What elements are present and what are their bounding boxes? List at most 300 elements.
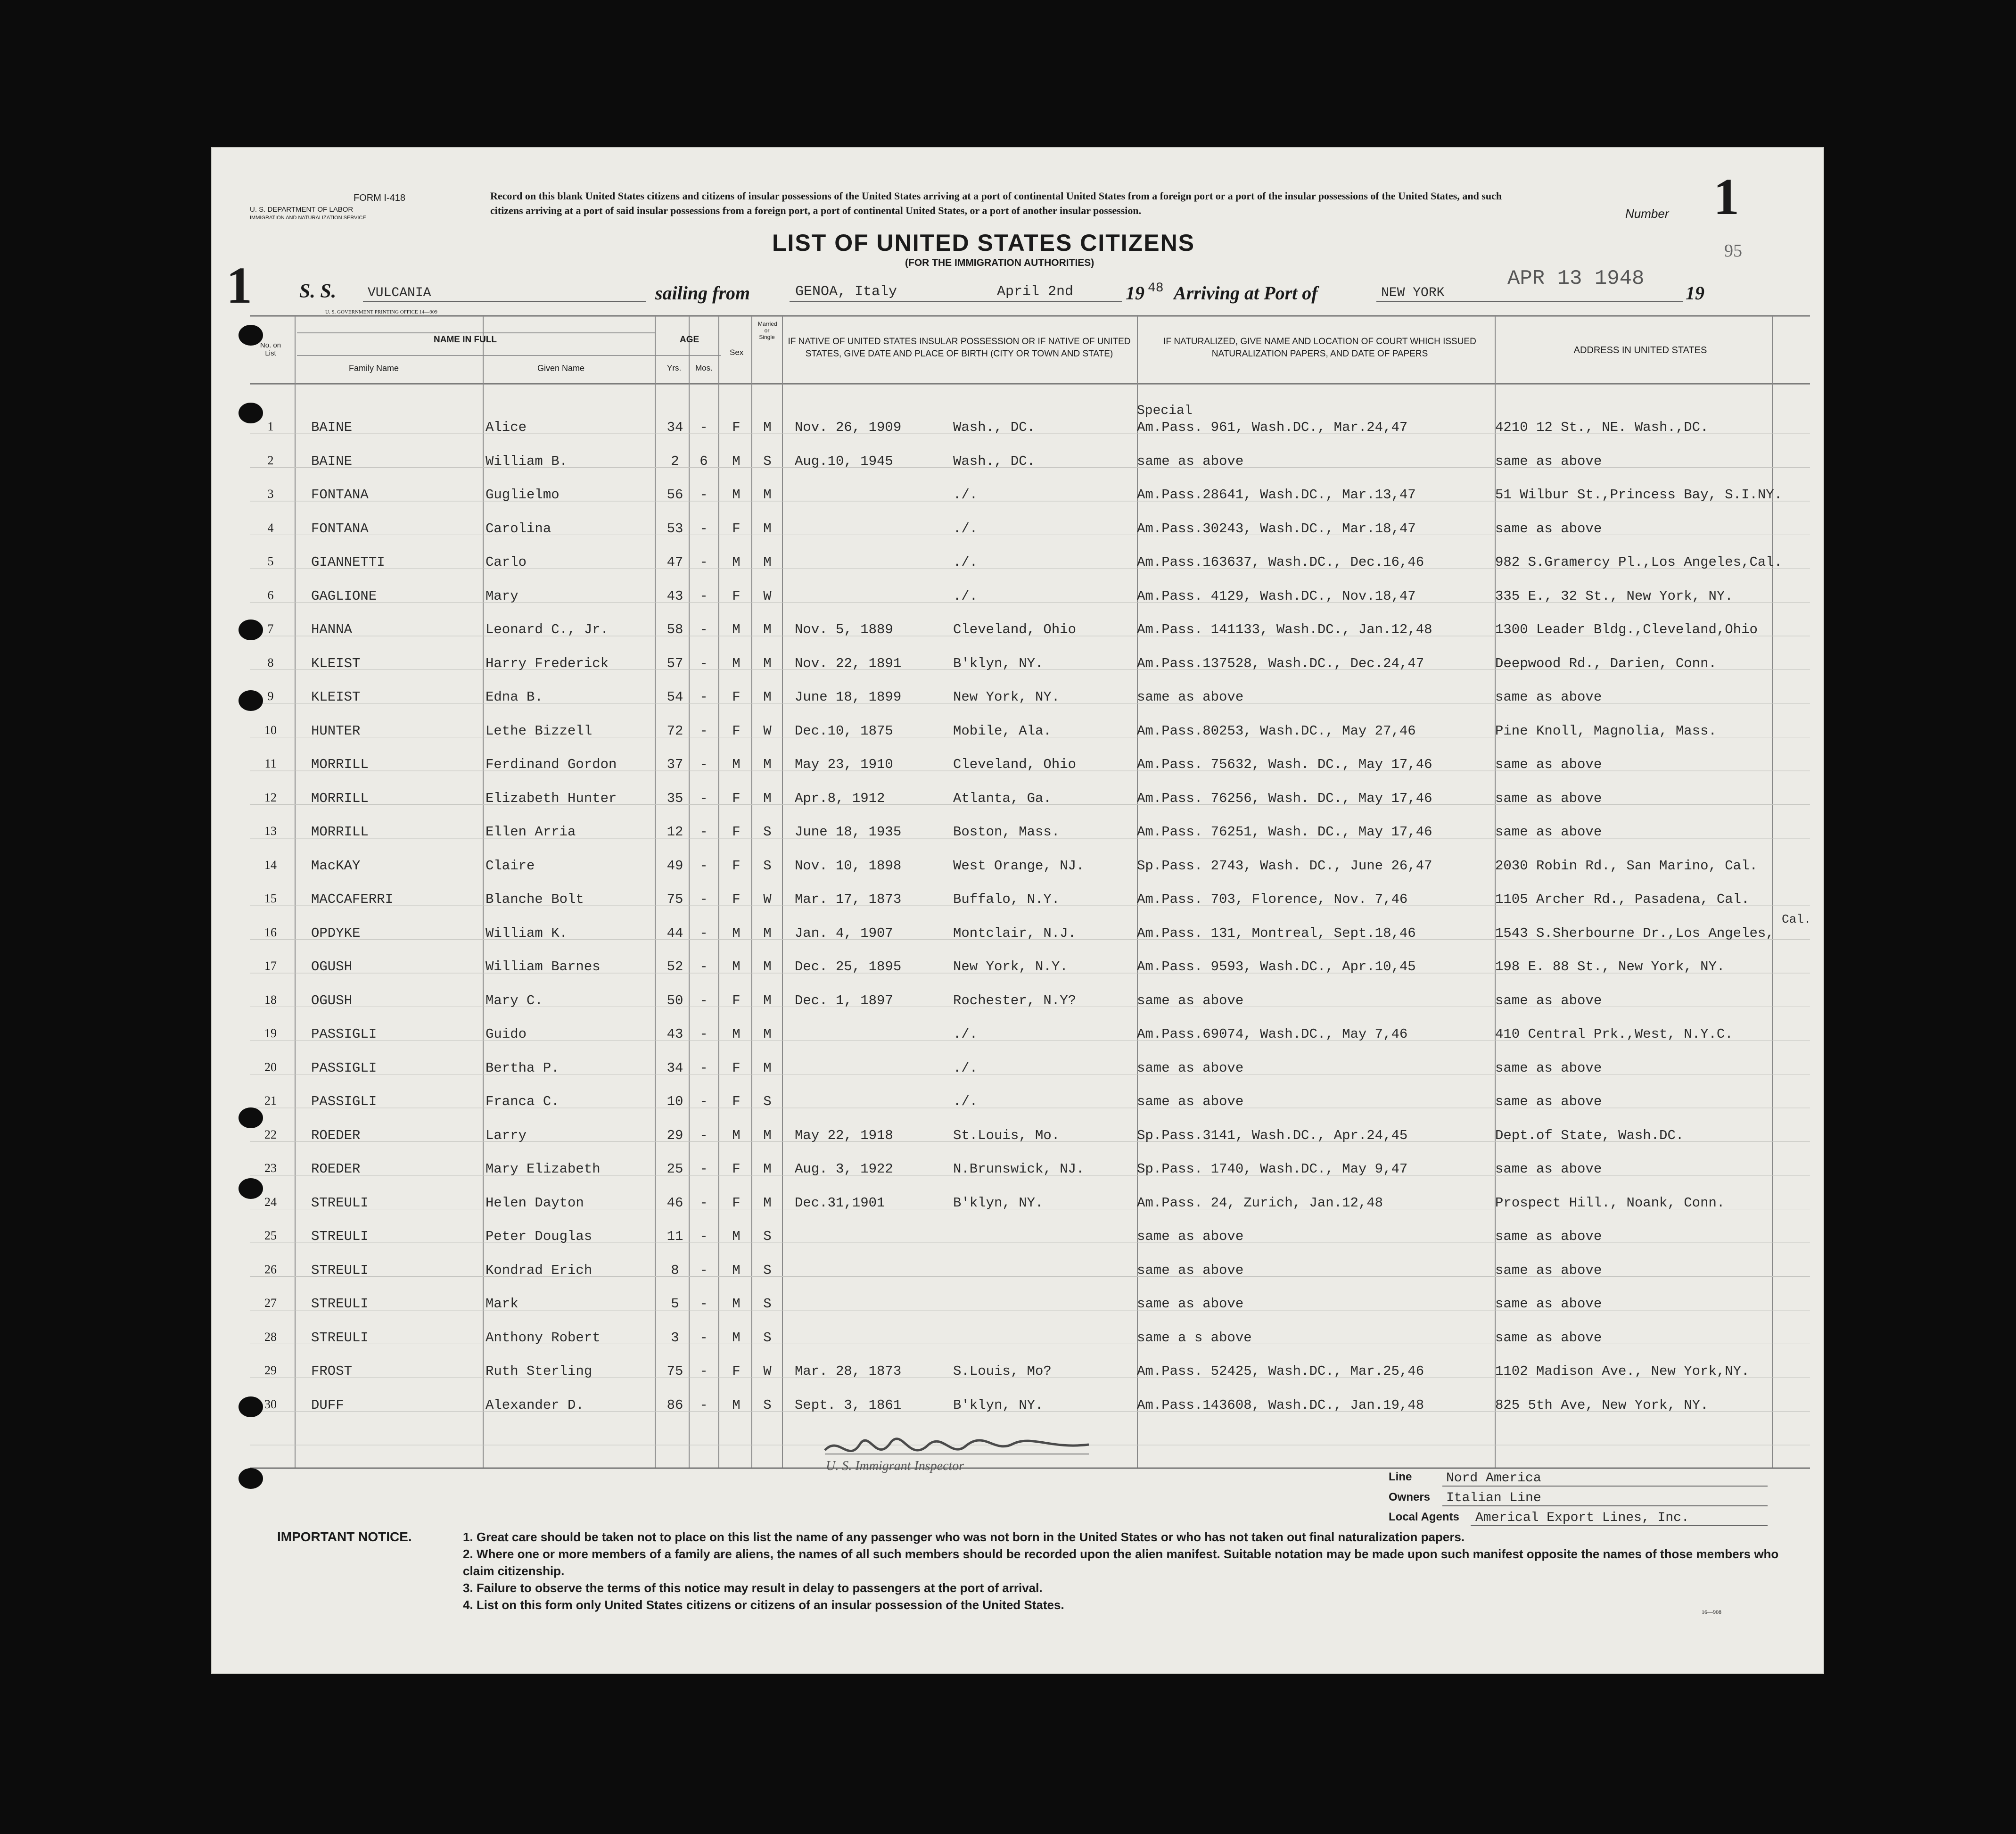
cell-nat: Am.Pass.69074, Wash.DC., May 7,46	[1137, 1026, 1408, 1042]
cell-no: 29	[264, 1363, 277, 1377]
cell-bplace: B'klyn, NY.	[953, 1195, 1044, 1211]
cell-addr: 410 Central Prk.,West, N.Y.C.	[1495, 1026, 1733, 1042]
record-instructions: Record on this blank United States citizens and citizens of insular possessions of the United States arriving at a port of continental United States from a foreign port or a port of the insular possessions of the United States, and such citizens arriving at a port of said insular possessions from a foreign port, a port of continental United States, or a port of another insular possession.	[490, 190, 1502, 216]
cell-no: 19	[264, 1026, 277, 1040]
cell-no: 8	[267, 655, 274, 669]
agents-value: Americal Export Lines, Inc.	[1475, 1511, 1689, 1525]
col-family-header: Family Name	[349, 363, 399, 373]
cell-no: 1	[267, 420, 274, 433]
cell-no: 23	[264, 1161, 277, 1175]
cell-sex: M	[732, 1229, 741, 1244]
cell-given: Elizabeth Hunter	[485, 790, 617, 806]
cell-family: OGUSH	[311, 992, 353, 1008]
cell-yrs: 29	[667, 1127, 683, 1143]
cell-addr: Dept.of State, Wash.DC.	[1495, 1127, 1684, 1143]
cell-given: Anthony Robert	[485, 1330, 601, 1346]
cell-ms: M	[763, 790, 772, 806]
cell-no: 27	[264, 1296, 277, 1310]
cell-family: ROEDER	[311, 1127, 361, 1143]
cell-nat: Am.Pass. 75632, Wash. DC., May 17,46	[1137, 757, 1432, 772]
cell-ms: M	[763, 1060, 772, 1076]
cell-nat-prefix: Special	[1137, 404, 1193, 418]
cell-sex: F	[732, 992, 741, 1008]
cell-yrs: 54	[667, 689, 683, 705]
cell-addr: 51 Wilbur St.,Princess Bay, S.I.NY.	[1495, 487, 1783, 503]
cell-nat: same as above	[1137, 1060, 1244, 1076]
cell-sex: M	[732, 655, 741, 671]
cell-no: 5	[267, 554, 274, 568]
cell-no: 13	[264, 824, 277, 838]
cell-mos: -	[699, 790, 708, 806]
cell-ms: M	[763, 1026, 772, 1042]
cell-bplace: ./.	[953, 1060, 978, 1076]
arrival-date-stamp: APR 13 1948	[1507, 267, 1645, 290]
cell-no: 2	[267, 453, 274, 467]
owners-value: Italian Line	[1446, 1491, 1541, 1505]
cell-yrs: 37	[667, 757, 683, 772]
col-given-header: Given Name	[537, 363, 585, 373]
document-title: LIST OF UNITED STATES CITIZENS	[772, 230, 1195, 256]
cell-addr: same as above	[1495, 824, 1602, 840]
cell-given: William B.	[485, 453, 568, 469]
cell-addr: 825 5th Ave, New York, NY.	[1495, 1397, 1709, 1413]
cell-bdate: Dec. 25, 1895	[795, 959, 902, 975]
cell-ms: S	[763, 824, 772, 840]
cell-bdate: Nov. 5, 1889	[795, 622, 893, 637]
cell-no: 6	[267, 588, 274, 602]
cell-mos: -	[699, 622, 708, 637]
cell-ms: M	[763, 1161, 772, 1177]
cell-mos: -	[699, 892, 708, 907]
cell-no: 9	[267, 689, 274, 703]
cell-ms: M	[763, 689, 772, 705]
list-number: 1	[1713, 168, 1739, 225]
cell-mos: -	[699, 858, 708, 874]
cell-family: STREULI	[311, 1296, 369, 1312]
cell-nat: Am.Pass. 52425, Wash.DC., Mar.25,46	[1137, 1363, 1424, 1379]
cell-family: DUFF	[311, 1397, 344, 1413]
cell-sex: M	[732, 1296, 741, 1312]
cell-bplace: B'klyn, NY.	[953, 1397, 1044, 1413]
cell-addr: same as above	[1495, 790, 1602, 806]
cell-family: BAINE	[311, 420, 353, 435]
cell-family: MORRILL	[311, 824, 369, 840]
cell-addr: same as above	[1495, 1060, 1602, 1076]
cell-addr: Pine Knoll, Magnolia, Mass.	[1495, 723, 1717, 739]
cell-bplace: B'klyn, NY.	[953, 655, 1044, 671]
cell-bdate: Mar. 17, 1873	[795, 892, 902, 907]
col-yrs-header: Yrs.	[667, 363, 682, 372]
cell-addr: 1543 S.Sherbourne Dr.,Los Angeles,	[1495, 925, 1774, 941]
cell-given: Mary Elizabeth	[485, 1161, 601, 1177]
cell-ms: M	[763, 959, 772, 975]
cell-nat: Am.Pass. 9593, Wash.DC., Apr.10,45	[1137, 959, 1416, 975]
cell-sex: M	[732, 1330, 741, 1346]
table-grid-lines	[212, 148, 1823, 1673]
cell-bplace: Wash., DC.	[953, 420, 1036, 435]
cell-given: Claire	[485, 858, 535, 874]
cell-yrs: 75	[667, 1363, 683, 1379]
cell-nat: Am.Pass.28641, Wash.DC., Mar.13,47	[1137, 487, 1416, 503]
cell-yrs: 5	[671, 1296, 679, 1312]
notice-item: 2. Where one or more members of a family are aliens, the names of all such members should be recorded upon the alien manifest. Suitable notation may be made upon such manifest opposite the names of those members who claim citizenship.	[463, 1547, 1779, 1578]
cell-given: William Barnes	[485, 959, 601, 975]
punch-hole	[239, 1468, 263, 1489]
cell-family: PASSIGLI	[311, 1026, 377, 1042]
col-married-header: Married or Single	[758, 321, 777, 340]
cell-mos: -	[699, 554, 708, 570]
cell-sex: F	[732, 858, 741, 874]
number-label: Number	[1625, 207, 1669, 221]
line-label: Line	[1389, 1471, 1412, 1483]
cell-family: STREULI	[311, 1229, 369, 1244]
cell-mos: -	[699, 1161, 708, 1177]
cell-yrs: 58	[667, 622, 683, 637]
cell-no: 21	[264, 1094, 277, 1107]
cell-addr: same as above	[1495, 1296, 1602, 1312]
cell-mos: -	[699, 1026, 708, 1042]
cell-sex: F	[732, 1094, 741, 1109]
cell-yrs: 52	[667, 959, 683, 975]
cell-family: PASSIGLI	[311, 1094, 377, 1109]
department-line: U. S. DEPARTMENT OF LABOR	[250, 206, 354, 214]
cell-nat: Am.Pass. 703, Florence, Nov. 7,46	[1137, 892, 1408, 907]
cell-no: 24	[264, 1195, 277, 1209]
cell-no: 16	[264, 925, 277, 939]
cell-nat: same as above	[1137, 1094, 1244, 1109]
cell-addr-extra: Cal.	[1782, 912, 1811, 926]
cell-ms: M	[763, 925, 772, 941]
cell-ms: M	[763, 622, 772, 637]
col-birth-header: IF NATIVE OF UNITED STATES INSULAR POSSESSION OR IF NATIVE OF UNITED STATES, GIVE DATE AND PLACE OF BIRTH (CITY OR TOWN AND STATE)	[788, 337, 1131, 359]
cell-nat: same a s above	[1137, 1330, 1252, 1346]
ship-name: VULCANIA	[368, 286, 431, 300]
cell-nat: Sp.Pass. 2743, Wash. DC., June 26,47	[1137, 858, 1432, 874]
cell-sex: M	[732, 959, 741, 975]
cell-yrs: 3	[671, 1330, 679, 1346]
col-sex-header: Sex	[730, 348, 744, 357]
cell-nat: Am.Pass. 961, Wash.DC., Mar.24,47	[1137, 420, 1408, 435]
corner-number: 95	[1724, 241, 1742, 261]
cell-family: GIANNETTI	[311, 554, 385, 570]
cell-nat: same as above	[1137, 453, 1244, 469]
cell-addr: Prospect Hill., Noank, Conn.	[1495, 1195, 1725, 1211]
cell-mos: -	[699, 1363, 708, 1379]
cell-bplace: ./.	[953, 1026, 978, 1042]
document-subtitle: (FOR THE IMMIGRATION AUTHORITIES)	[905, 257, 1094, 268]
cell-mos: -	[699, 1262, 708, 1278]
cell-sex: F	[732, 420, 741, 435]
cell-no: 4	[267, 520, 274, 535]
cell-ms: W	[763, 723, 772, 739]
cell-bplace: West Orange, NJ.	[953, 858, 1085, 874]
cell-given: Ellen Arria	[485, 824, 576, 840]
cell-given: Guido	[485, 1026, 527, 1042]
cell-bplace: ./.	[953, 487, 978, 503]
cell-nat: Am.Pass.137528, Wash.DC., Dec.24,47	[1137, 655, 1424, 671]
col-naturalized-header: IF NATURALIZED, GIVE NAME AND LOCATION OF COURT WHICH ISSUED NATURALIZATION PAPERS, AND DATE OF PAPERS	[1163, 337, 1476, 359]
cell-bplace: Cleveland, Ohio	[953, 757, 1077, 772]
cell-mos: -	[699, 1127, 708, 1143]
cell-bdate: May 22, 1918	[795, 1127, 893, 1143]
cell-sex: M	[732, 554, 741, 570]
cell-sex: F	[732, 1060, 741, 1076]
corner-code: 16—908	[1702, 1609, 1721, 1615]
cell-given: Blanche Bolt	[485, 892, 584, 907]
cell-mos: -	[699, 959, 708, 975]
cell-addr: same as above	[1495, 1094, 1602, 1109]
cell-ms: M	[763, 1195, 772, 1211]
cell-addr: 335 E., 32 St., New York, NY.	[1495, 588, 1733, 604]
cell-mos: -	[699, 1229, 708, 1244]
cell-bplace: ./.	[953, 1094, 978, 1109]
cell-bplace: New York, NY.	[953, 689, 1060, 705]
cell-nat: same as above	[1137, 992, 1244, 1008]
cell-bplace: Atlanta, Ga.	[953, 790, 1052, 806]
cell-given: Ferdinand Gordon	[485, 757, 617, 772]
cell-nat: Sp.Pass.3141, Wash.DC., Apr.24,45	[1137, 1127, 1408, 1143]
cell-sex: M	[732, 1026, 741, 1042]
cell-yrs: 35	[667, 790, 683, 806]
cell-no: 30	[264, 1397, 277, 1411]
cell-yrs: 12	[667, 824, 683, 840]
cell-bplace: Boston, Mass.	[953, 824, 1060, 840]
cell-sex: M	[732, 622, 741, 637]
cell-yrs: 34	[667, 1060, 683, 1076]
cell-sex: M	[732, 1127, 741, 1143]
cell-nat: Am.Pass. 24, Zurich, Jan.12,48	[1137, 1195, 1383, 1211]
cell-family: MORRILL	[311, 757, 369, 772]
cell-given: Mary	[485, 588, 518, 604]
departure-date: April 2nd	[997, 284, 1074, 300]
cell-bplace: Montclair, N.J.	[953, 925, 1077, 941]
cell-sex: F	[732, 1161, 741, 1177]
cell-family: OGUSH	[311, 959, 353, 975]
cell-mos: -	[699, 723, 708, 739]
cell-bplace: ./.	[953, 588, 978, 604]
cell-ms: S	[763, 1094, 772, 1109]
cell-sex: F	[732, 520, 741, 537]
cell-mos: -	[699, 1094, 708, 1109]
cell-yrs: 86	[667, 1397, 683, 1413]
cell-sex: F	[732, 1195, 741, 1211]
cell-bdate: June 18, 1899	[795, 689, 902, 705]
punch-hole	[239, 1107, 263, 1128]
cell-sex: M	[732, 925, 741, 941]
cell-nat: same as above	[1137, 689, 1244, 705]
cell-ms: M	[763, 655, 772, 671]
departure-port: GENOA, Italy	[795, 284, 897, 300]
manifest-sheet	[211, 147, 1824, 1674]
cell-nat: same as above	[1137, 1296, 1244, 1312]
cell-given: Edna B.	[485, 689, 543, 705]
year2-prefix: 19	[1686, 282, 1704, 304]
cell-mos: -	[699, 588, 708, 604]
col-mos-header: Mos.	[695, 363, 713, 372]
cell-mos: -	[699, 1060, 708, 1076]
cell-given: Bertha P.	[485, 1060, 560, 1076]
cell-given: Peter Douglas	[485, 1229, 592, 1244]
cell-no: 10	[264, 723, 277, 737]
cell-bdate: Dec.10, 1875	[795, 723, 893, 739]
cell-bdate: May 23, 1910	[795, 757, 893, 772]
cell-ms: M	[763, 520, 772, 537]
cell-nat: Am.Pass. 141133, Wash.DC., Jan.12,48	[1137, 622, 1432, 637]
cell-family: OPDYKE	[311, 925, 361, 941]
cell-mos: -	[699, 1397, 708, 1413]
cell-yrs: 50	[667, 992, 683, 1008]
owners-label: Owners	[1389, 1491, 1431, 1504]
cell-mos: -	[699, 1330, 708, 1346]
cell-addr: same as above	[1495, 1161, 1602, 1177]
cell-given: Mark	[485, 1296, 518, 1312]
cell-nat: Am.Pass.143608, Wash.DC., Jan.19,48	[1137, 1397, 1424, 1413]
cell-sex: F	[732, 588, 741, 604]
cell-yrs: 8	[671, 1262, 679, 1278]
cell-sex: F	[732, 1363, 741, 1379]
cell-given: Lethe Bizzell	[485, 723, 592, 739]
cell-yrs: 43	[667, 1026, 683, 1042]
cell-yrs: 25	[667, 1161, 683, 1177]
cell-nat: Am.Pass.163637, Wash.DC., Dec.16,46	[1137, 554, 1424, 570]
col-age-header: AGE	[680, 335, 699, 345]
cell-addr: Deepwood Rd., Darien, Conn.	[1495, 655, 1717, 671]
cell-ms: W	[763, 1363, 772, 1379]
cell-bplace: S.Louis, Mo?	[953, 1363, 1052, 1379]
cell-sex: M	[732, 453, 741, 469]
cell-mos: -	[699, 655, 708, 671]
cell-addr: same as above	[1495, 992, 1602, 1008]
cell-family: MacKAY	[311, 858, 361, 874]
cell-ms: S	[763, 858, 772, 874]
cell-addr: same as above	[1495, 453, 1602, 469]
cell-given: Alexander D.	[485, 1397, 584, 1413]
cell-sex: M	[732, 1397, 741, 1413]
cell-mos: -	[699, 824, 708, 840]
cell-yrs: 44	[667, 925, 683, 941]
cell-no: 25	[264, 1229, 277, 1242]
cell-yrs: 56	[667, 487, 683, 503]
cell-given: William K.	[485, 925, 568, 941]
cell-mos: 6	[699, 453, 708, 469]
cell-yrs: 75	[667, 892, 683, 907]
cell-family: HANNA	[311, 622, 353, 637]
cell-no: 28	[264, 1330, 277, 1344]
cell-bplace: Wash., DC.	[953, 453, 1036, 469]
cell-family: KLEIST	[311, 689, 361, 705]
cell-no: 12	[264, 790, 277, 804]
cell-given: Ruth Sterling	[485, 1363, 592, 1379]
col-address-header: ADDRESS IN UNITED STATES	[1573, 345, 1707, 355]
cell-addr: same as above	[1495, 1330, 1602, 1346]
cell-bplace: N.Brunswick, NJ.	[953, 1161, 1085, 1177]
sailing-label: sailing from	[655, 282, 750, 304]
cell-mos: -	[699, 487, 708, 503]
cell-no: 15	[264, 892, 277, 905]
cell-sex: F	[732, 790, 741, 806]
cell-bplace: Cleveland, Ohio	[953, 622, 1077, 637]
cell-ms: M	[763, 420, 772, 435]
cell-yrs: 2	[671, 453, 679, 469]
cell-addr: same as above	[1495, 1229, 1602, 1244]
cell-given: Mary C.	[485, 992, 543, 1008]
cell-addr: same as above	[1495, 1262, 1602, 1278]
cell-given: Harry Frederick	[485, 655, 609, 671]
col-no-header: No. on List	[260, 341, 281, 357]
year-prefix: 19	[1126, 282, 1144, 304]
cell-given: Alice	[485, 420, 527, 435]
cell-given: Carlo	[485, 554, 527, 570]
cell-bdate: Nov. 26, 1909	[795, 420, 902, 435]
cell-no: 3	[267, 487, 274, 501]
cell-bdate: Mar. 28, 1873	[795, 1363, 902, 1379]
cell-family: BAINE	[311, 453, 353, 469]
notice-item: 4. List on this form only United States citizens or citizens of an insular possession of the United States.	[463, 1598, 1064, 1612]
cell-yrs: 47	[667, 554, 683, 570]
cell-ms: S	[763, 1229, 772, 1244]
cell-family: STREULI	[311, 1262, 369, 1278]
important-notice	[463, 1528, 1811, 1613]
cell-yrs: 34	[667, 420, 683, 435]
cell-family: MORRILL	[311, 790, 369, 806]
cell-family: STREULI	[311, 1330, 369, 1346]
cell-bplace: Buffalo, N.Y.	[953, 892, 1060, 907]
cell-given: Helen Dayton	[485, 1195, 584, 1211]
cell-nat: Am.Pass. 76256, Wash. DC., May 17,46	[1137, 790, 1432, 806]
cell-ms: M	[763, 992, 772, 1008]
cell-mos: -	[699, 520, 708, 537]
cell-no: 22	[264, 1127, 277, 1141]
cell-nat: Am.Pass. 76251, Wash. DC., May 17,46	[1137, 824, 1432, 840]
arrival-port: NEW YORK	[1381, 286, 1445, 300]
cell-bdate: Nov. 22, 1891	[795, 655, 902, 671]
cell-mos: -	[699, 1296, 708, 1312]
cell-sex: M	[732, 487, 741, 503]
service-line: IMMIGRATION AND NATURALIZATION SERVICE	[250, 215, 366, 221]
cell-bdate: Apr.8, 1912	[795, 790, 885, 806]
form-number: FORM I-418	[354, 193, 406, 203]
cell-bplace: Mobile, Ala.	[953, 723, 1052, 739]
cell-ms: S	[763, 1397, 772, 1413]
cell-no: 7	[267, 622, 274, 636]
cell-sex: F	[732, 689, 741, 705]
cell-ms: S	[763, 1296, 772, 1312]
cell-given: Carolina	[485, 520, 551, 537]
cell-family: ROEDER	[311, 1161, 361, 1177]
cell-addr: same as above	[1495, 757, 1602, 772]
cell-mos: -	[699, 420, 708, 435]
cell-family: HUNTER	[311, 723, 361, 739]
cell-nat: same as above	[1137, 1262, 1244, 1278]
cell-ms: S	[763, 453, 772, 469]
left-number: 1	[226, 256, 252, 314]
cell-bplace: ./.	[953, 554, 978, 570]
cell-given: Franca C.	[485, 1094, 560, 1109]
cell-family: KLEIST	[311, 655, 361, 671]
cell-yrs: 53	[667, 520, 683, 537]
ss-label: S. S.	[299, 281, 337, 302]
cell-sex: M	[732, 757, 741, 772]
cell-family: FROST	[311, 1363, 353, 1379]
col-name-header: NAME IN FULL	[434, 335, 497, 345]
cell-ms: W	[763, 588, 772, 604]
cell-addr: 982 S.Gramercy Pl.,Los Angeles,Cal.	[1495, 554, 1783, 570]
cell-given: Kondrad Erich	[485, 1262, 592, 1278]
cell-mos: -	[699, 1195, 708, 1211]
cell-no: 14	[264, 858, 277, 872]
arriving-label: Arriving at Port of	[1174, 282, 1318, 304]
cell-bplace: Rochester, N.Y?	[953, 992, 1077, 1008]
